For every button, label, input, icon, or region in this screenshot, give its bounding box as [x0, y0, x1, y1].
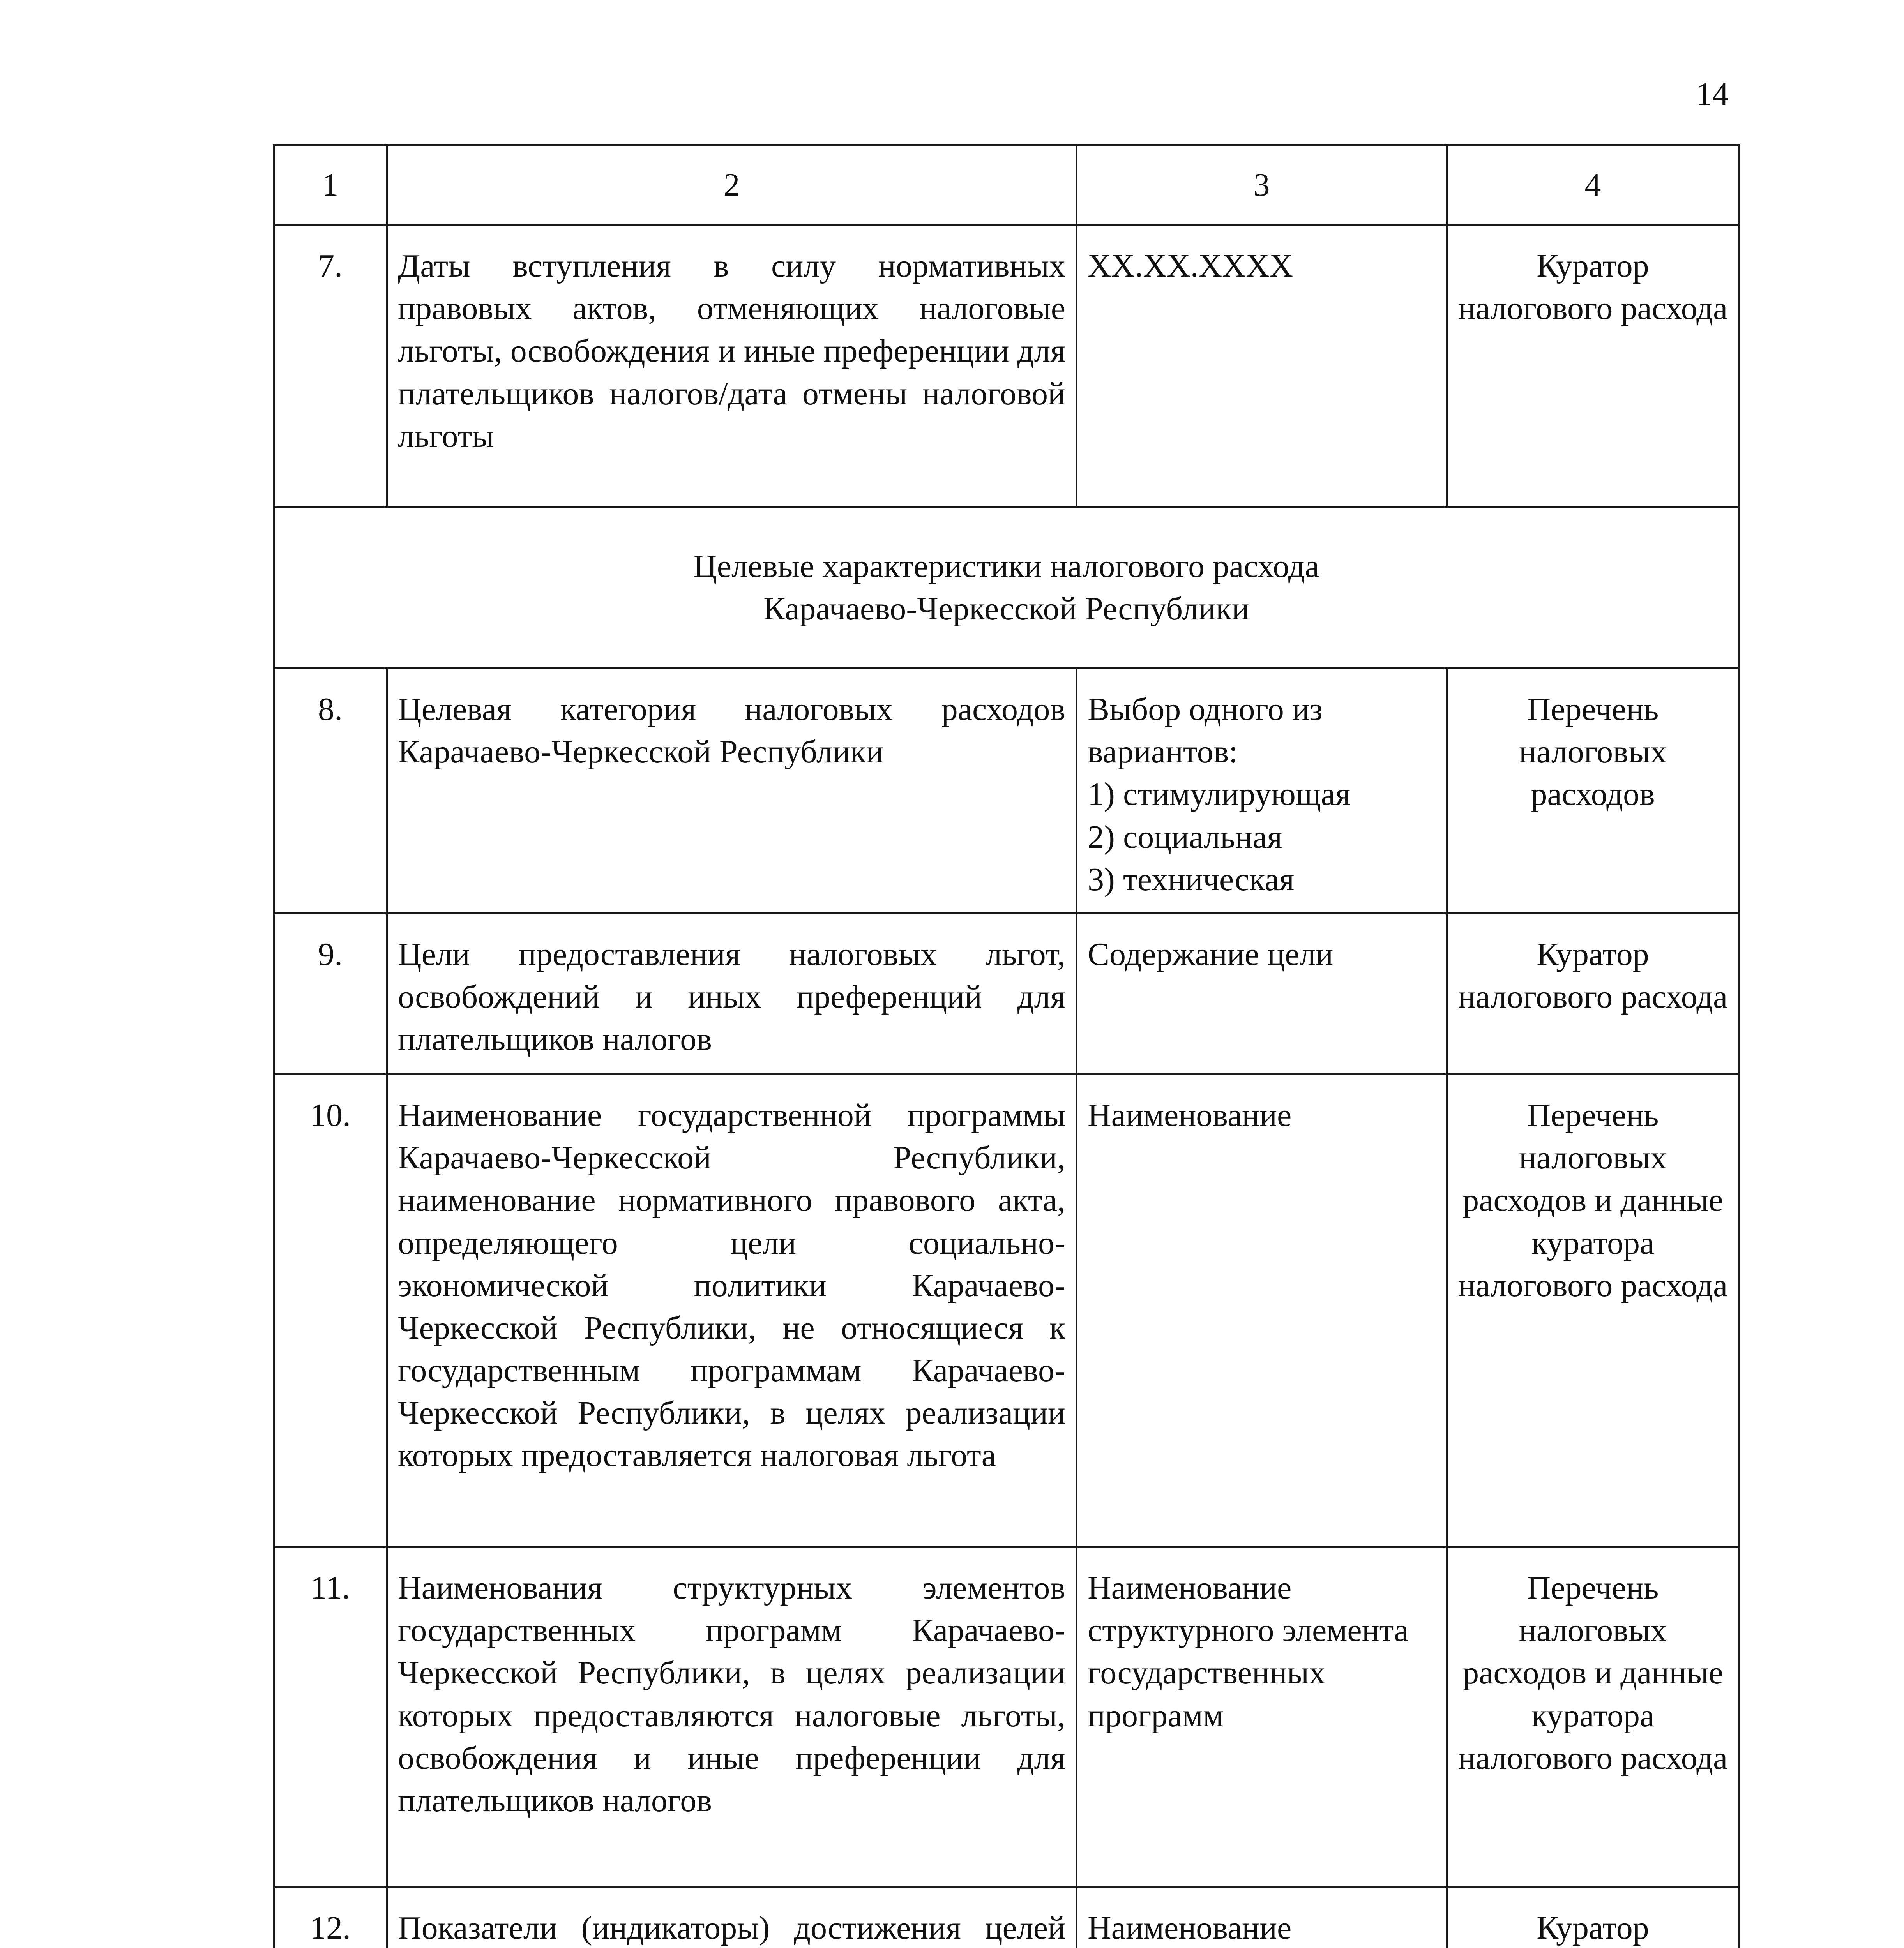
row-description: Цели предоставления налоговых льгот, освобождений и иных преференций для плательщиков налогов	[387, 913, 1077, 1074]
column-header-2: 2	[387, 145, 1077, 225]
section-title-line-1: Целевые характеристики налогового расхода	[693, 548, 1319, 584]
row-description: Наименование государственной программы Карачаево-Черкесской Республики, наименование нормативного правового акта, определяющего цели социально-экономической политики Карачаево-Черкесской Республики, не относящиеся к государственным программам Карачаево-Черкесской Республики, в целях реализации которых предоставляется налоговая льгота	[387, 1074, 1077, 1547]
row-source: Куратор налогового расхода	[1447, 913, 1739, 1074]
row-number: 12.	[274, 1887, 387, 1948]
section-title-line-2: Карачаево-Черкесской Республики	[763, 591, 1249, 627]
row-number: 10.	[274, 1074, 387, 1547]
row-value	[1077, 669, 1447, 914]
row-description: Показатели (индикаторы) достижения целей	[387, 1887, 1077, 1948]
column-header-1: 1	[274, 145, 387, 225]
value-line: Выбор одного из вариантов:	[1088, 691, 1323, 770]
column-header-3: 3	[1077, 145, 1447, 225]
row-description: Даты вступления в силу нормативных правовых актов, отменяющих налоговые льготы, освобождения и иные преференции для плательщиков налогов/дата отмены налоговой льготы	[387, 225, 1077, 507]
row-number: 11.	[274, 1547, 387, 1887]
table-row	[274, 669, 1739, 914]
value-line: 1) стимулирующая	[1088, 776, 1351, 813]
page-number: 14	[1696, 76, 1729, 112]
row-number: 8.	[274, 669, 387, 914]
row-value: Наименование	[1077, 1074, 1447, 1547]
table-row	[274, 1547, 1739, 1887]
row-number: 7.	[274, 225, 387, 507]
row-number: 9.	[274, 913, 387, 1074]
row-source: Куратор налогового расхода	[1447, 225, 1739, 507]
section-header-row	[274, 507, 1739, 669]
row-value: Содержание цели	[1077, 913, 1447, 1074]
row-value: Наименование структурного элемента государственных программ	[1077, 1547, 1447, 1887]
column-header-4: 4	[1447, 145, 1739, 225]
section-title	[274, 507, 1739, 669]
row-source: Куратор	[1447, 1887, 1739, 1948]
row-source: Перечень налоговых расходов	[1447, 669, 1739, 914]
row-source: Перечень налоговых расходов и данные куратора налогового расхода	[1447, 1547, 1739, 1887]
row-description: Наименования структурных элементов государственных программ Карачаево-Черкесской Республики, в целях реализации которых предоставляются налоговые льготы, освобождения и иные преференции для плательщиков налогов	[387, 1547, 1077, 1887]
table-row	[274, 1074, 1739, 1547]
header-row	[274, 145, 1739, 225]
table-row	[274, 913, 1739, 1074]
table-row	[274, 1887, 1739, 1948]
table-row	[274, 225, 1739, 507]
row-value: XX.XX.XXXX	[1077, 225, 1447, 507]
tax-expense-characteristics-table	[273, 144, 1740, 1948]
value-line: 3) техническая	[1088, 861, 1295, 898]
row-source: Перечень налоговых расходов и данные куратора налогового расхода	[1447, 1074, 1739, 1547]
value-line: 2) социальная	[1088, 819, 1282, 855]
row-description: Целевая категория налоговых расходов Карачаево-Черкесской Республики	[387, 669, 1077, 914]
row-value: Наименование	[1077, 1887, 1447, 1948]
